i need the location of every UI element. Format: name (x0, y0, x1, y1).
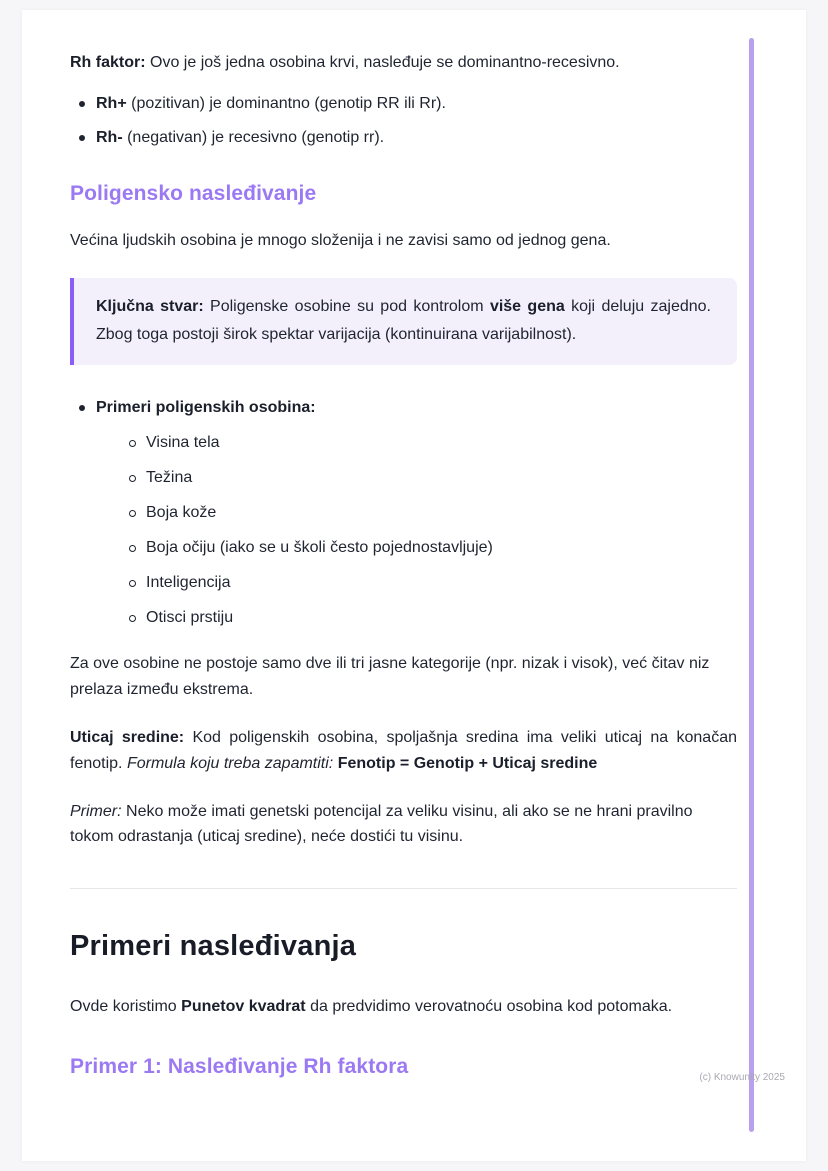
list-item (70, 91, 737, 117)
primeri-list (70, 395, 737, 631)
rh-faktor-text: Ovo je još jedna osobina krvi, nasleđuje se dominantno-recesivno. (145, 54, 620, 71)
hollow-bullet-icon (129, 615, 136, 622)
ovde-paragraph (70, 994, 737, 1020)
document-page (22, 10, 806, 1161)
uticaj-formula-intro: Formula koju treba zapamtiti: (126, 754, 334, 772)
primer-paragraph (70, 799, 737, 851)
rh-list (70, 91, 737, 151)
callout-text (96, 293, 711, 350)
za-ove-paragraph: Za ove osobine ne postoje samo dve ili tri jasne kategorije (npr. nizak i visok), već čitav niz prelaza između ekstrema. (70, 654, 710, 698)
scrollbar-thumb[interactable] (749, 38, 754, 1132)
key-point-callout (70, 278, 737, 365)
list-item (70, 395, 737, 631)
list-item (120, 605, 737, 631)
hollow-bullet-icon (129, 580, 136, 587)
list-item (120, 535, 737, 561)
primeri-sublist (120, 430, 737, 630)
sublist-item-text: Otisci prstiju (146, 609, 234, 627)
list-item (120, 465, 737, 491)
hollow-bullet-icon (129, 440, 136, 447)
sublist-item-text: Težina (146, 469, 193, 487)
rh-minus-text: (negativan) je recesivno (genotip rr). (122, 128, 385, 146)
primer-label: Primer: (70, 802, 122, 820)
section-divider (70, 888, 737, 889)
list-item (120, 430, 737, 456)
rh-faktor-label: Rh faktor: (70, 54, 146, 71)
rh-plus-text: (pozitivan) je dominantno (genotip RR ili Rr). (126, 94, 446, 112)
primeri-label: Primeri poligenskih osobina: (96, 398, 316, 416)
ovde-text: da predvidimo verovatnoću osobina kod potomaka. (305, 998, 673, 1016)
bullet-icon (79, 135, 85, 141)
callout-bold-label: Ključna stvar: (96, 297, 204, 315)
list-item (70, 125, 737, 151)
bullet-icon (79, 101, 85, 107)
punetov-kvadrat-label: Punetov kvadrat (181, 998, 306, 1016)
sublist-item-text: Boja očiju (iako se u školi često pojednostavljuje) (146, 539, 493, 557)
rh-faktor-paragraph (70, 50, 737, 76)
hollow-bullet-icon (129, 510, 136, 517)
primer-text: Neko može imati genetski potencijal za veliku visinu, ali ako se ne hrani pravilno tokom odrastanja (uticaj sredine), neće dostići tu visinu. (70, 802, 693, 846)
callout-bold-emphasis: više gena (489, 297, 565, 315)
ovde-text: Ovde koristimo (70, 998, 182, 1016)
uticaj-label: Uticaj sredine: (70, 728, 185, 746)
page-title-primeri: Primeri nasleđivanja (70, 930, 357, 963)
sublist-item-text: Inteligencija (146, 574, 231, 592)
rh-minus-label: Rh- (96, 128, 123, 146)
callout-text-segment: Poligenske osobine su pod kontrolom (203, 297, 490, 315)
sublist-item-text: Visina tela (146, 434, 220, 452)
section-heading-primer1: Primer 1: Nasleđivanje Rh faktora (70, 1055, 409, 1079)
list-item (120, 500, 737, 526)
uticaj-text: Kod poligenskih osobina, spoljašnja sredina ima veliki uticaj na konačan fenotip. (70, 728, 737, 772)
uticaj-formula: Fenotip = Genotip + Uticaj sredine (333, 754, 598, 772)
footer-copyright: (c) Knowunity 2025 (699, 1072, 785, 1083)
uticaj-paragraph (70, 725, 737, 777)
vecina-paragraph: Većina ljudskih osobina je mnogo složenija i ne zavisi samo od jednog gena. (70, 231, 611, 249)
sublist-item-text: Boja kože (146, 504, 217, 522)
document-content (22, 10, 806, 1084)
hollow-bullet-icon (129, 475, 136, 482)
section-heading-poligensko: Poligensko nasleđivanje (70, 181, 317, 205)
bullet-icon (79, 405, 85, 411)
rh-plus-label: Rh+ (96, 94, 127, 112)
hollow-bullet-icon (129, 545, 136, 552)
callout-text-segment: koji deluju zajedno. Zbog toga postoji širok spektar varijacija (kontinuirana varijabilnost). (96, 297, 711, 344)
list-item (120, 570, 737, 596)
